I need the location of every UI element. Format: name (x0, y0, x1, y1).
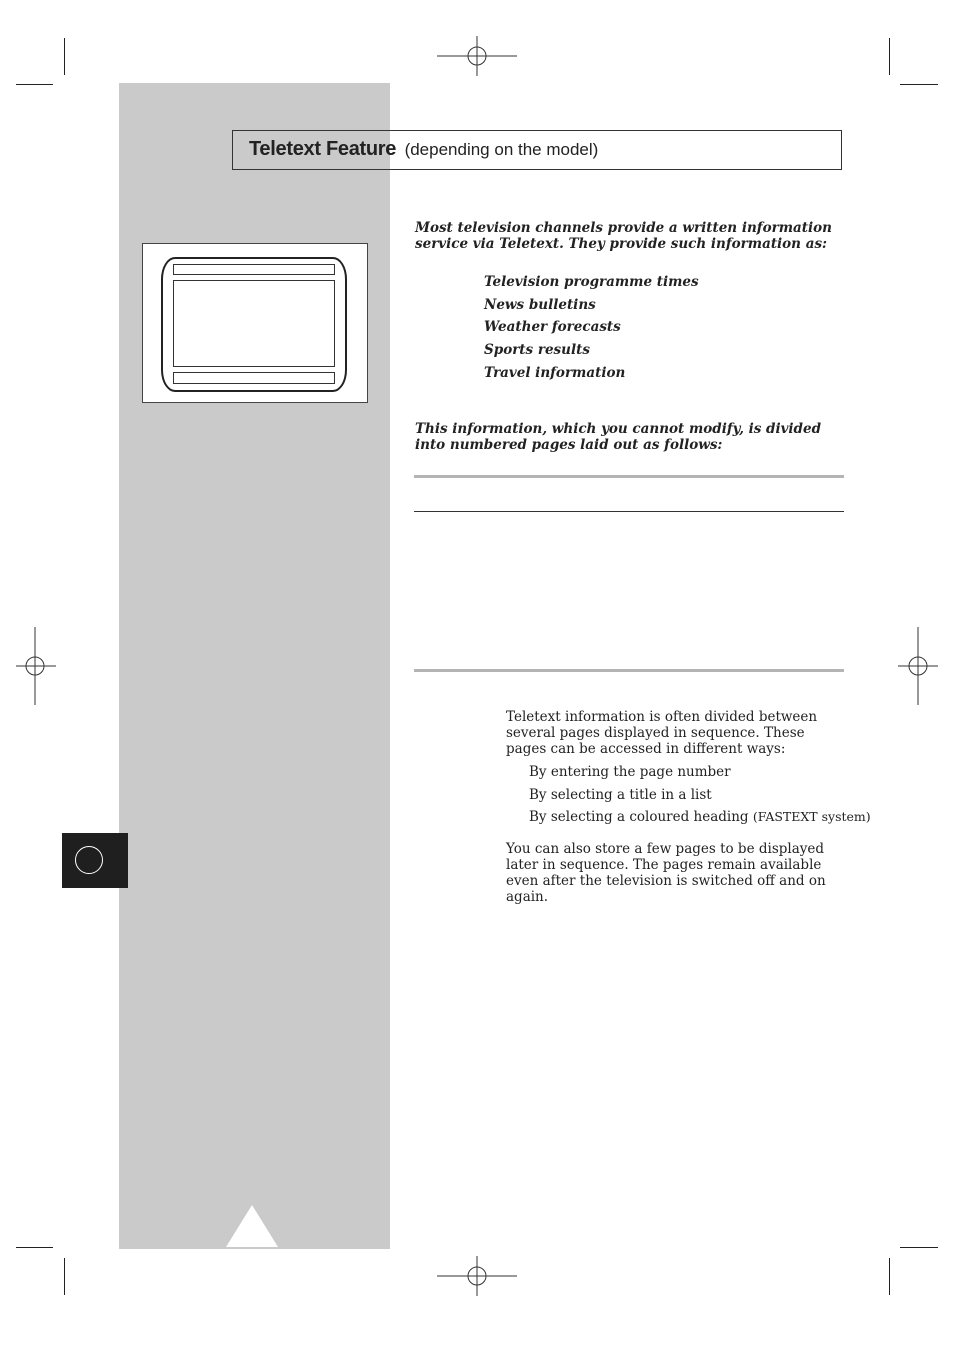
tv-screen-diagram (142, 243, 368, 403)
info-type-list (484, 271, 844, 384)
registration-mark-right (898, 627, 938, 705)
list-item: Weather forecasts (484, 319, 621, 336)
tv-footer-bar (173, 372, 335, 384)
registration-mark-left (16, 627, 56, 705)
list-item: By entering the page number (529, 764, 731, 780)
list-item: Sports results (484, 342, 590, 359)
pages-intro-paragraph: This information, which you cannot modify, is divided into numbered pages laid out as follows: (415, 421, 822, 453)
crop-mark-bottom-right-h (900, 1247, 938, 1248)
tv-header-bar (173, 264, 335, 275)
body-paragraph: Teletext information is often divided between several pages displayed in sequence. These pages can be accessed in different ways: (506, 709, 818, 757)
crop-mark-top-right-v (889, 38, 890, 75)
list-item: Television programme times (484, 274, 699, 290)
list-item: By selecting a title in a list (529, 786, 712, 803)
registration-mark-top (437, 36, 517, 76)
page-number-tab (62, 833, 128, 888)
section-rule (414, 475, 844, 478)
page-title: Teletext Feature (249, 138, 397, 160)
triangle-marker-icon (226, 1205, 278, 1247)
registration-mark-bottom (437, 1256, 517, 1296)
intro-paragraph: Most television channels provide a written information service via Teletext. They provide such information as: (415, 220, 832, 252)
list-item: News bulletins (484, 296, 596, 313)
section-rule (414, 669, 844, 672)
method-label: By selecting a coloured heading (529, 809, 749, 826)
body-paragraph: You can also store a few pages to be displayed later in sequence. The pages remain available even after the television is switched off and on again. (506, 841, 826, 905)
crop-mark-bottom-right-v (889, 1258, 890, 1295)
page-title-box (232, 130, 842, 170)
tv-content-area (173, 280, 335, 367)
method-note: (FASTEXT system) (752, 809, 871, 825)
page-subtitle: (depending on the model) (404, 140, 599, 159)
list-item (529, 806, 871, 829)
crop-mark-top-right-h (900, 84, 938, 85)
crop-mark-top-left-h (16, 84, 53, 85)
access-method-list (529, 761, 871, 829)
page-number-circle-icon (75, 846, 103, 874)
crop-mark-bottom-left-v (64, 1258, 65, 1295)
crop-mark-top-left-v (64, 38, 65, 75)
crop-mark-bottom-left-h (16, 1247, 53, 1248)
section-rule-thin (414, 511, 844, 512)
list-item: Travel information (484, 364, 626, 381)
